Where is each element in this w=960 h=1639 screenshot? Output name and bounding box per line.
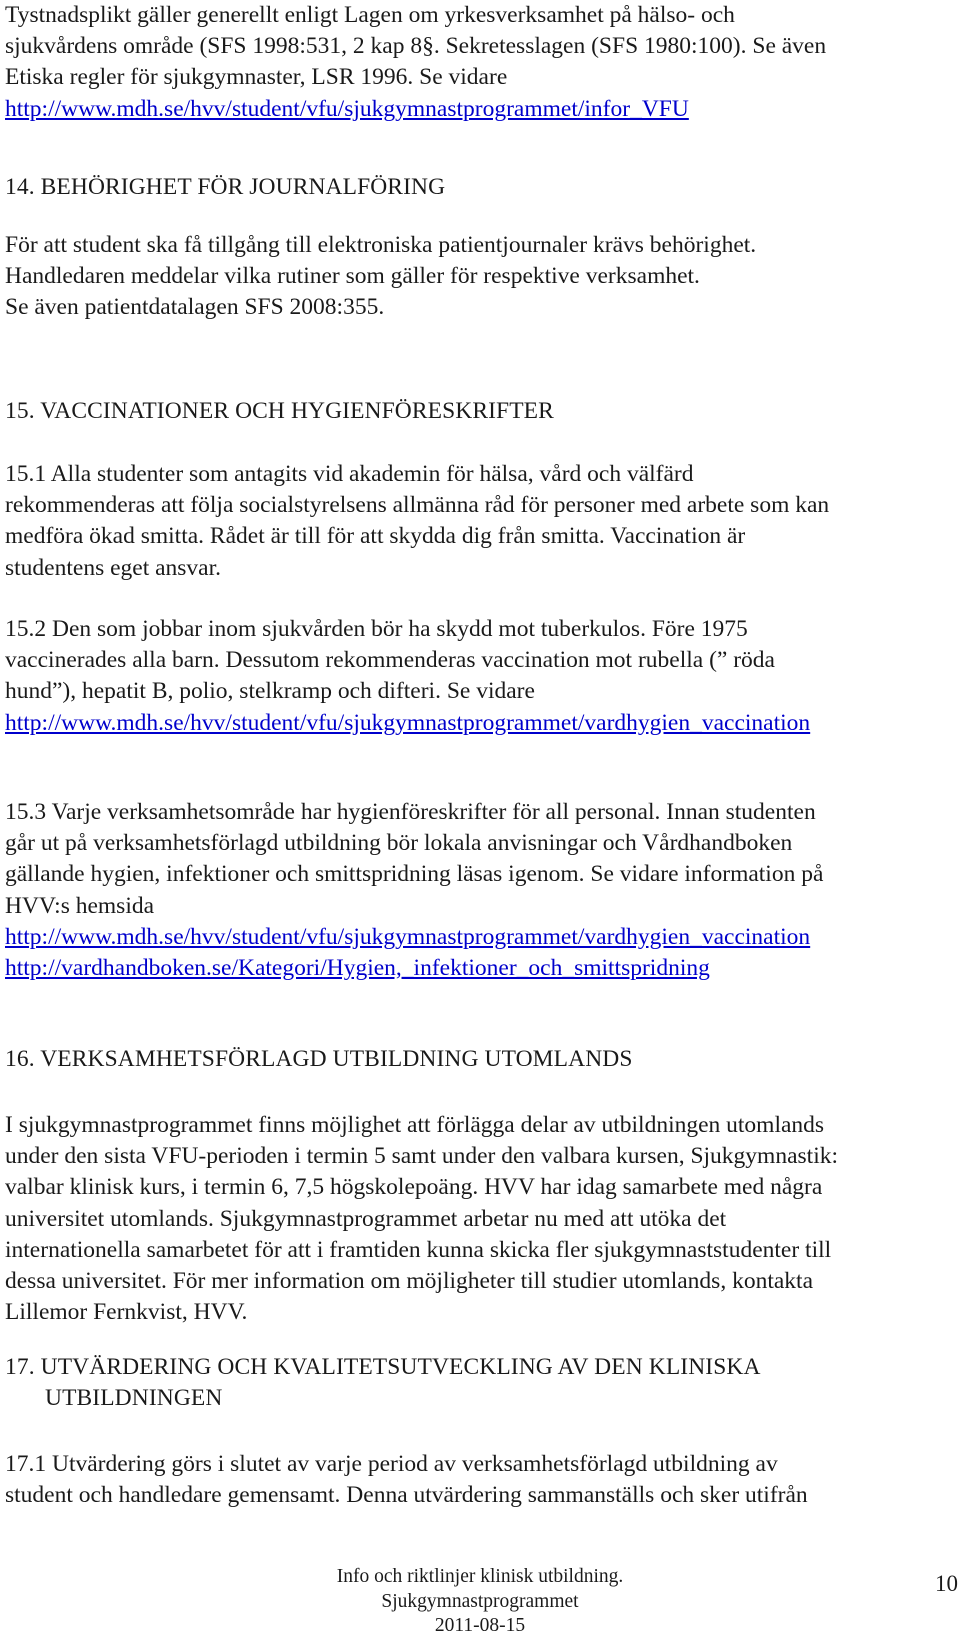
paragraph-line: universitet utomlands. Sjukgymnastprogrammet arbetar nu med att utöka det [5, 1205, 727, 1232]
section-17-1-paragraph [5, 1449, 955, 1511]
paragraph-line: sjukvårdens område (SFS 1998:531, 2 kap 8§. Sekretesslagen (SFS 1980:100). Se även [5, 33, 827, 60]
paragraph-line: Se även patientdatalagen SFS 2008:355. [5, 294, 385, 321]
paragraph-line: Etiska regler för sjukgymnaster, LSR 1996. Se vidare [5, 64, 508, 91]
paragraph-line: För att student ska få tillgång till elektroniska patientjournaler krävs behörighet. [5, 232, 757, 258]
paragraph-line: 15.3 Varje verksamhetsområde har hygienföreskrifter för all personal. Innan studenten [5, 799, 816, 825]
section-15-1-paragraph [5, 459, 955, 584]
paragraph-line: 17.1 Utvärdering görs i slutet av varje period av verksamhetsförlagd utbildning av [5, 1451, 778, 1477]
section-16-paragraph [5, 1110, 955, 1328]
footer-text [240, 1565, 720, 1639]
infor-vfu-link[interactable]: http://www.mdh.se/hvv/student/vfu/sjukgymnastprogrammet/infor_VFU [5, 95, 689, 122]
paragraph-line: hund”), hepatit B, polio, stelkramp och difteri. Se vidare [5, 678, 535, 705]
paragraph-line: under den sista VFU-perioden i termin 5 samt under den valbara kursen, Sjukgymnastik: [5, 1143, 838, 1170]
section-15-2-paragraph [5, 614, 955, 739]
paragraph-line: HVV:s hemsida [5, 892, 155, 919]
paragraph-line: gällande hygien, infektioner och smittspridning läsas igenom. Se vidare information på [5, 861, 824, 888]
paragraph-line: Handledaren meddelar vilka rutiner som gäller för respektive verksamhet. [5, 263, 700, 290]
page-number: 10 [935, 1571, 958, 1596]
footer-title: Info och riktlinjer klinisk utbildning. [336, 1566, 624, 1587]
intro-paragraph [5, 0, 955, 125]
paragraph-line: Tystnadsplikt gäller generellt enligt Lagen om yrkesverksamhet på hälso- och [5, 2, 735, 28]
section-16-heading: 16. VERKSAMHETSFÖRLAGD UTBILDNING UTOMLANDS [5, 1046, 633, 1072]
paragraph-line: medföra ökad smitta. Rådet är till för att skydda dig från smitta. Vaccination är [5, 523, 746, 550]
section-14-heading: 14. BEHÖRIGHET FÖR JOURNALFÖRING [5, 174, 446, 200]
paragraph-line: I sjukgymnastprogrammet finns möjlighet att förlägga delar av utbildningen utomlands [5, 1112, 825, 1138]
paragraph-line: valbar klinisk kurs, i termin 6, 7,5 högskolepoäng. HVV har idag samarbete med några [5, 1174, 823, 1201]
paragraph-line: internationella samarbetet för att i framtiden kunna skicka fler sjukgymnaststudenter till [5, 1236, 832, 1263]
paragraph-line: vaccinerades alla barn. Dessutom rekommenderas vaccination mot rubella (” röda [5, 647, 775, 674]
paragraph-line: 15.1 Alla studenter som antagits vid akademin för hälsa, vård och välfärd [5, 461, 694, 487]
vardhygien-vaccination-link[interactable]: http://www.mdh.se/hvv/student/vfu/sjukgymnastprogrammet/vardhygien_vaccination [5, 709, 811, 736]
page-footer [0, 1565, 960, 1639]
footer-program: Sjukgymnastprogrammet [381, 1590, 579, 1612]
section-17-heading: 17. UTVÄRDERING OCH KVALITETSUTVECKLING AV DEN KLINISKA UTBILDNINGEN [5, 1354, 761, 1412]
paragraph-line: rekommenderas att följa socialstyrelsens allmänna råd för personer med arbete som kan [5, 492, 830, 519]
paragraph-line: 15.2 Den som jobbar inom sjukvården bör ha skydd mot tuberkulos. Före 1975 [5, 616, 748, 642]
paragraph-line: Lillemor Fernkvist, HVV. [5, 1299, 248, 1326]
vardhygien-vaccination-link[interactable]: http://www.mdh.se/hvv/student/vfu/sjukgymnastprogrammet/vardhygien_vaccination [5, 923, 811, 950]
paragraph-line: student och handledare gemensamt. Denna utvärdering sammanställs och sker utifrån [5, 1482, 808, 1509]
footer-date: 2011-08-15 [434, 1615, 526, 1636]
section-14-paragraph [5, 230, 955, 324]
section-15-3-paragraph [5, 797, 955, 984]
vardhandboken-link[interactable]: http://vardhandboken.se/Kategori/Hygien,_infektioner_och_smittspridning [5, 954, 710, 981]
paragraph-line: dessa universitet. För mer information om möjligheter till studier utomlands, kontakta [5, 1267, 813, 1294]
paragraph-line: går ut på verksamhetsförlagd utbildning bör lokala anvisningar och Vårdhandboken [5, 830, 793, 857]
section-15-heading: 15. VACCINATIONER OCH HYGIENFÖRESKRIFTER [5, 398, 554, 424]
paragraph-line: studentens eget ansvar. [5, 554, 222, 581]
